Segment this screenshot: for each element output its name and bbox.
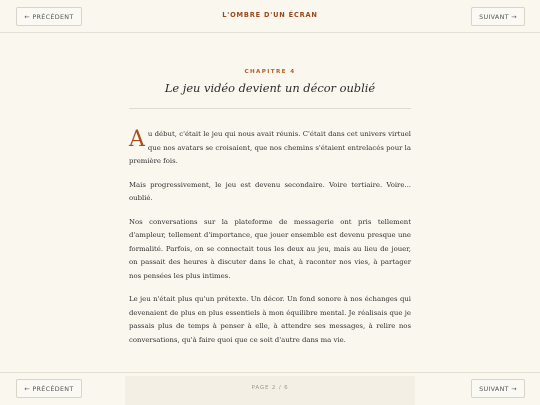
chapter-text <box>129 128 411 357</box>
page-indicator: PAGE 2 / 6 <box>251 385 289 391</box>
previous-button-top[interactable]: ← PRÉCÉDENT <box>16 7 82 26</box>
book-title: L'OMBRE D'UN ÉCRAN <box>222 11 318 19</box>
paragraph-3: Nos conversations sur la plateforme de messagerie ont pris tellement d'ampleur, tellement d'importance, que jouer ensemble est devenu presque une formalité. Parfois, on se connectait tous les deux au jeu, mais au lieu de jouer, on passait des heures à discuter dans le chat, à raconter nos vies, à partager nos pensées les plus intimes. <box>129 217 411 280</box>
next-button-bottom[interactable]: SUIVANT → <box>471 379 525 398</box>
previous-button-bottom[interactable]: ← PRÉCÉDENT <box>16 379 82 398</box>
paragraph-4: Le jeu n'était plus qu'un prétexte. Un décor. Un fond sonore à nos échanges qui devenaient de plus en plus essentiels à mon équilibre mental. Je réalisais que je passais plus de temps à penser à elle, à attendre ses messages, à relire nos conversations, qu'à faire quoi que ce soit d'autre dans ma vie. <box>129 295 411 344</box>
drop-cap: A <box>129 127 145 152</box>
chapter-label: CHAPITRE 4 <box>244 69 296 75</box>
next-button-top[interactable]: SUIVANT → <box>471 7 525 26</box>
paragraph-1-text: u début, c'était le jeu qui nous avait réunis. C'était dans cet univers virtuel que nos avatars se croisaient, que nos chemins s'étaient entrelacés pour la première fois. <box>129 130 411 165</box>
chapter-title: Le jeu vidéo devient un décor oublié <box>164 81 376 95</box>
title-divider <box>129 108 411 109</box>
paragraph-2: Mais progressivement, le jeu est devenu secondaire. Voire tertiaire. Voire... oublié. <box>129 180 411 202</box>
paragraph-1 <box>129 128 411 169</box>
